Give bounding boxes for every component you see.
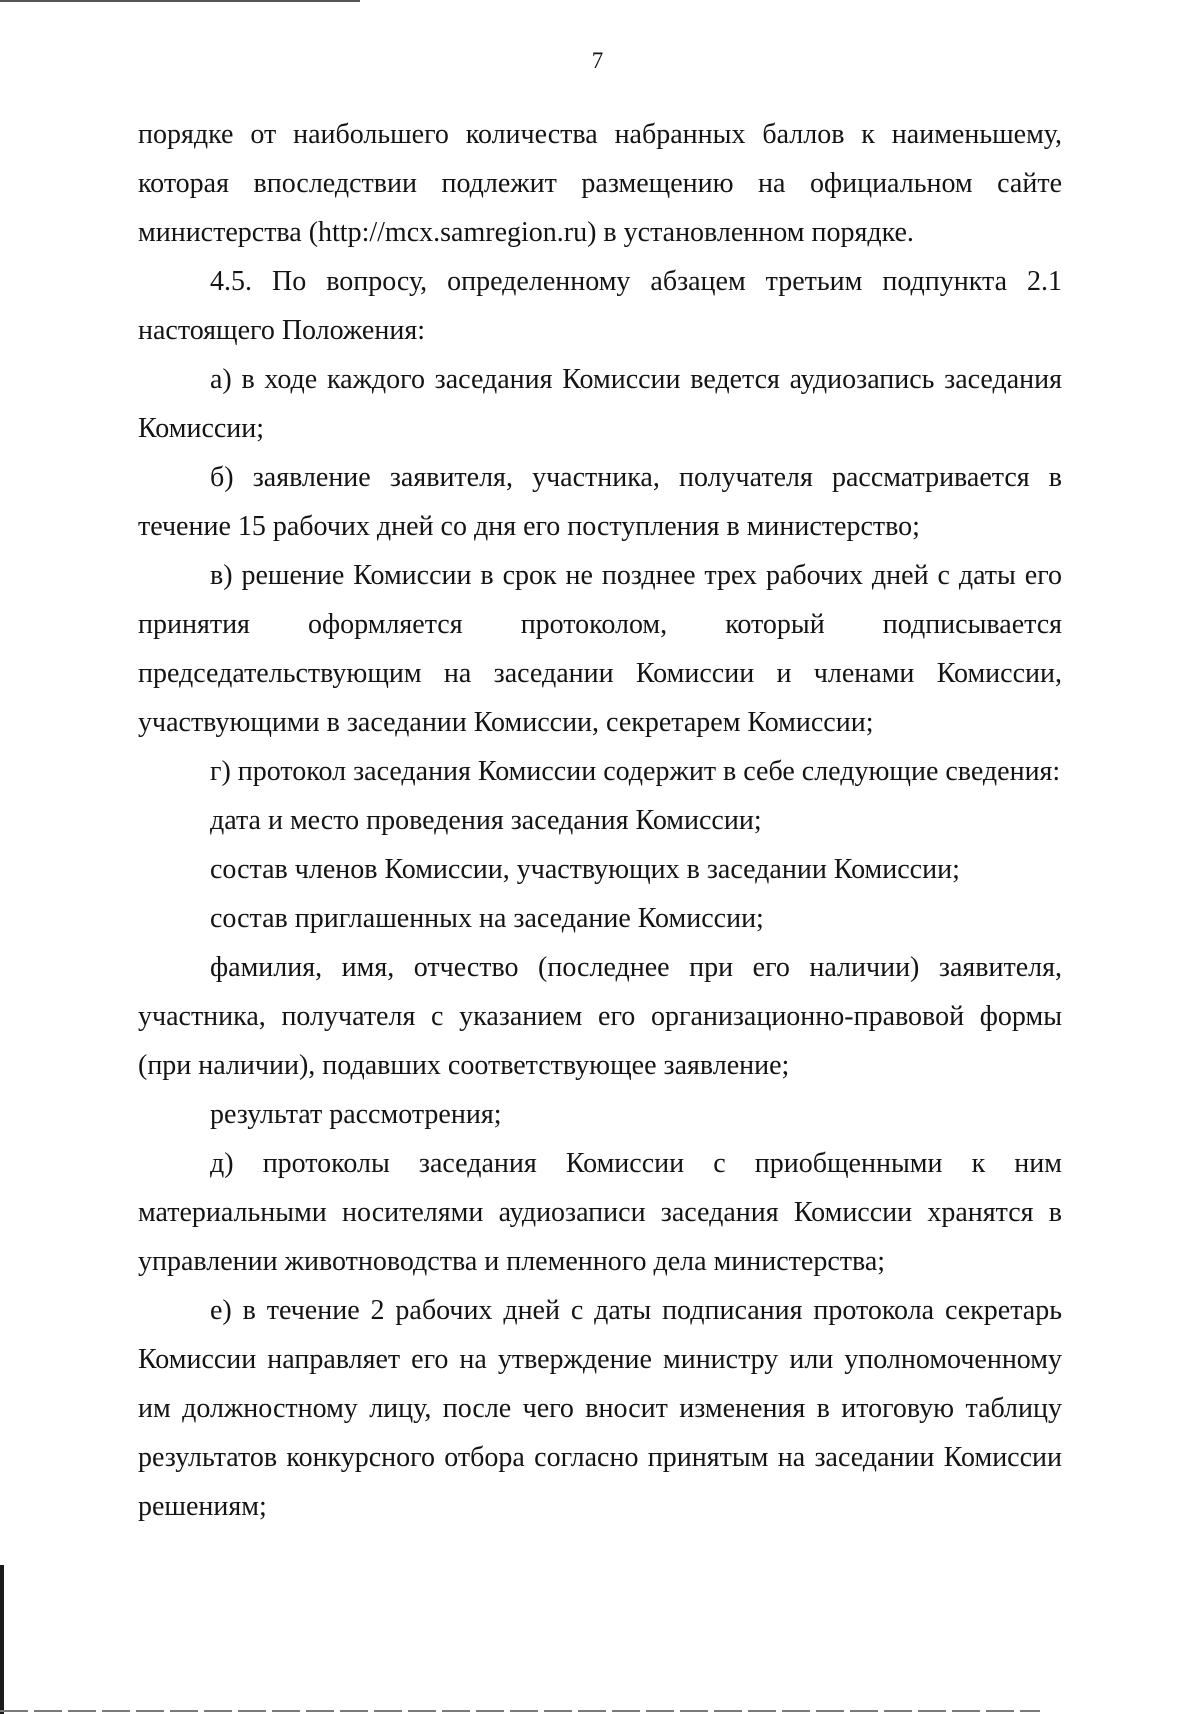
paragraph-item-d: д) протоколы заседания Комиссии с приобщенными к ним материальными носителями аудиозаписи заседания Комиссии хранятся в управлении животноводства и племенного дела министерства; xyxy=(138,1148,1062,1277)
protocol-field-result: результат рассмотрения; xyxy=(210,1099,502,1130)
scan-artifact-top-line xyxy=(0,0,360,2)
paragraph-item-a: а) в ходе каждого заседания Комиссии ведется аудиозапись заседания Комиссии; xyxy=(138,364,1062,444)
protocol-field-date-place: дата и место проведения заседания Комиссии; xyxy=(210,805,762,836)
paragraph-item-b: б) заявление заявителя, участника, получателя рассматривается в течение 15 рабочих дней со дня его поступления в министерство; xyxy=(138,462,1062,542)
paragraph-item-g: г) протокол заседания Комиссии содержит в себе следующие сведения: xyxy=(210,756,1061,787)
page-number: 7 xyxy=(591,48,604,73)
paragraph-item-v: в) решение Комиссии в срок не позднее трех рабочих дней с даты его принятия оформляется протоколом, который подписывается председательствующим на заседании Комиссии и членами Комиссии, участвующими в заседании Комиссии, секретарем Комиссии; xyxy=(138,560,1062,738)
paragraph-continuation: порядке от наибольшего количества набранных баллов к наименьшему, которая впоследствии подлежит размещению на официальном сайте министерства (http://mcx.samregion.ru) в установленном порядке. xyxy=(138,119,1062,248)
document-body xyxy=(138,110,1062,1531)
protocol-field-invited: состав приглашенных на заседание Комиссии; xyxy=(210,903,764,934)
paragraph-item-e: е) в течение 2 рабочих дней с даты подписания протокола секретарь Комиссии направляет его на утверждение министру или уполномоченному им должностному лицу, после чего вносит изменения в итоговую таблицу результатов конкурсного отбора согласно принятым на заседании Комиссии решениям; xyxy=(138,1295,1062,1522)
scan-artifact-bottom-line xyxy=(0,1710,1040,1712)
protocol-field-members: состав членов Комиссии, участвующих в заседании Комиссии; xyxy=(210,854,960,885)
scan-artifact-left-edge xyxy=(0,1565,4,1714)
paragraph-4-5: 4.5. По вопросу, определенному абзацем третьим подпункта 2.1 настоящего Положения: xyxy=(138,266,1062,346)
protocol-field-applicant: фамилия, имя, отчество (последнее при его наличии) заявителя, участника, получателя с указанием его организационно-правовой формы (при наличии), подавших соответствующее заявление; xyxy=(138,952,1062,1081)
